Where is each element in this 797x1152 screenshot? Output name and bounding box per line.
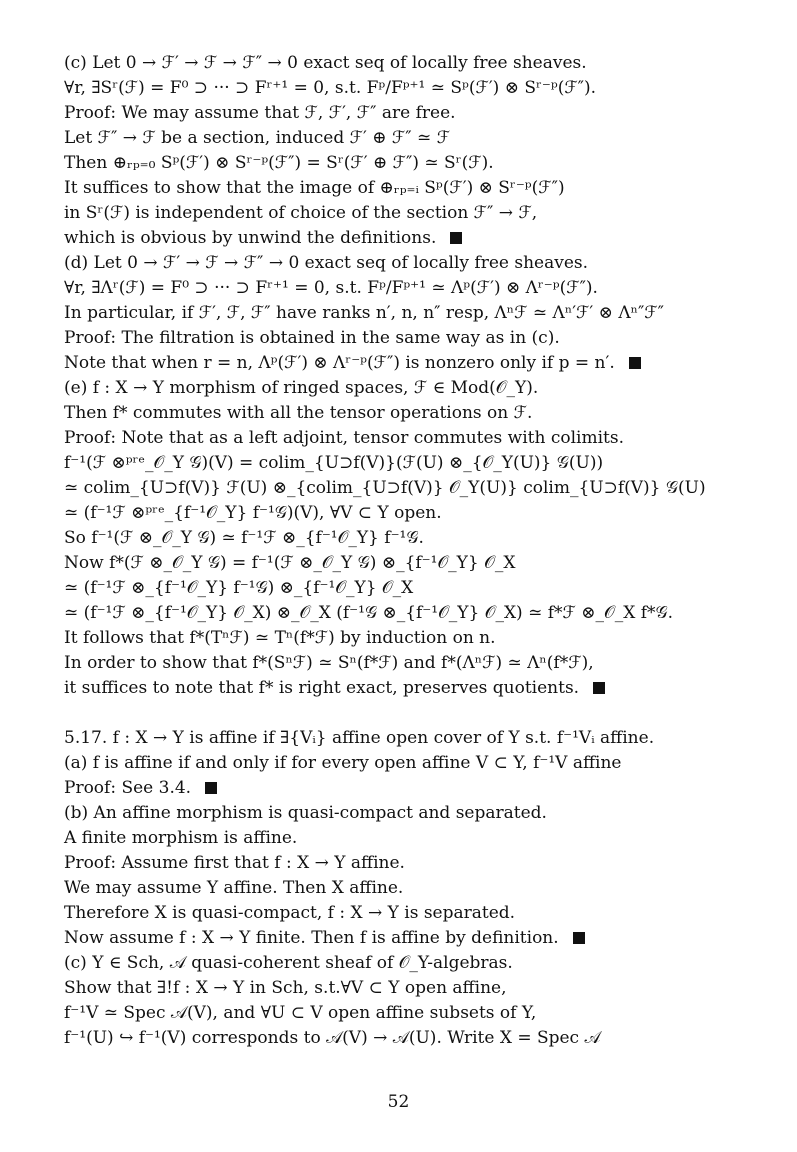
line-text: Now f*(ℱ ⊗_𝒪_Y 𝒢) = f⁻¹(ℱ ⊗_𝒪_Y 𝒢) ⊗_{f⁻¹𝒪_Y} 𝒪_X bbox=[64, 553, 516, 573]
line-text: In order to show that f*(Sⁿℱ) ≃ Sⁿ(f*ℱ) and f*(Λⁿℱ) ≃ Λⁿ(f*ℱ), bbox=[64, 653, 594, 673]
text-line bbox=[64, 178, 565, 198]
line-text: f⁻¹(U) ↪ f⁻¹(V) corresponds to 𝒜(V) → 𝒜(U). Write X = Spec 𝒜 bbox=[64, 1028, 601, 1048]
line-text: which is obvious by unwind the definitions. bbox=[64, 228, 437, 248]
text-line bbox=[64, 678, 605, 698]
line-text: ∀r, ∃Sʳ(ℱ) = F⁰ ⊃ ··· ⊃ Fʳ⁺¹ = 0, s.t. Fᵖ/Fᵖ⁺¹ ≃ Sᵖ(ℱ′) ⊗ Sʳ⁻ᵖ(ℱ″). bbox=[64, 78, 597, 98]
line-text: f⁻¹V ≃ Spec 𝒜(V), and ∀U ⊂ V open affine subsets of Y, bbox=[64, 1003, 537, 1023]
line-text: Proof: The filtration is obtained in the same way as in (c). bbox=[64, 328, 560, 348]
line-text: Let ℱ″ → ℱ be a section, induced ℱ′ ⊕ ℱ″ ≃ ℱ bbox=[64, 128, 451, 148]
text-line bbox=[64, 828, 297, 848]
text-line bbox=[64, 1003, 536, 1023]
line-text: (e) f : X → Y morphism of ringed spaces, ℱ ∈ Mod(𝒪_Y). bbox=[64, 378, 539, 398]
text-line bbox=[64, 653, 594, 673]
line-text: in Sʳ(ℱ) is independent of choice of the section ℱ″ → ℱ, bbox=[64, 203, 538, 223]
line-text: (c) Y ∈ Sch, 𝒜 quasi-coherent sheaf of 𝒪_Y-algebras. bbox=[64, 953, 513, 973]
text-line bbox=[64, 78, 596, 98]
text-line bbox=[64, 803, 547, 823]
line-text: Proof: See 3.4. bbox=[64, 778, 192, 798]
line-text: Proof: Note that as a left adjoint, tensor commutes with colimits. bbox=[64, 428, 625, 448]
text-line bbox=[64, 128, 450, 148]
text-line bbox=[64, 403, 532, 423]
line-text: Now assume f : X → Y finite. Then f is affine by definition. bbox=[64, 928, 559, 948]
qed-square-icon bbox=[205, 782, 217, 794]
text-line bbox=[64, 503, 442, 523]
line-text: ≃ (f⁻¹ℱ ⊗_{f⁻¹𝒪_Y} f⁻¹𝒢) ⊗_{f⁻¹𝒪_Y} 𝒪_X bbox=[64, 578, 414, 598]
text-line bbox=[64, 453, 603, 473]
line-text: it suffices to note that f* is right exact, preserves quotients. bbox=[64, 678, 580, 698]
text-line bbox=[64, 878, 403, 898]
text-line bbox=[64, 303, 664, 323]
line-text: Therefore X is quasi-compact, f : X → Y is separated. bbox=[64, 903, 516, 923]
line-text: 5.17. f : X → Y is affine if ∃{Vᵢ} affine open cover of Y s.t. f⁻¹Vᵢ affine. bbox=[64, 728, 655, 748]
text-line bbox=[64, 978, 506, 998]
text-line bbox=[64, 1028, 601, 1048]
text-line bbox=[64, 778, 217, 798]
text-line bbox=[64, 578, 413, 598]
text-line bbox=[64, 328, 560, 348]
page-number: 52 bbox=[387, 1092, 410, 1112]
line-text: In particular, if ℱ′, ℱ, ℱ″ have ranks n′, n, n″ resp, Λⁿℱ ≃ Λⁿ′ℱ′ ⊗ Λⁿ″ℱ″ bbox=[64, 303, 665, 323]
text-line bbox=[64, 553, 515, 573]
line-text: Proof: We may assume that ℱ, ℱ′, ℱ″ are free. bbox=[64, 103, 456, 123]
text-line bbox=[64, 378, 538, 398]
text-line bbox=[64, 603, 673, 623]
text-line bbox=[64, 253, 588, 273]
text-line bbox=[64, 153, 494, 173]
text-line bbox=[64, 728, 654, 748]
line-text: (b) An affine morphism is quasi-compact and separated. bbox=[64, 803, 547, 823]
qed-square-icon bbox=[593, 682, 605, 694]
line-text: It follows that f*(Tⁿℱ) ≃ Tⁿ(f*ℱ) by induction on n. bbox=[64, 628, 496, 648]
text-line bbox=[64, 528, 424, 548]
line-text: f⁻¹(ℱ ⊗ᵖʳᵉ_𝒪_Y 𝒢)(V) = colim_{U⊃f(V)}(ℱ(U) ⊗_{𝒪_Y(U)} 𝒢(U)) bbox=[64, 453, 604, 473]
text-line bbox=[64, 628, 496, 648]
text-line bbox=[64, 428, 624, 448]
text-line bbox=[64, 928, 585, 948]
line-text: A finite morphism is affine. bbox=[64, 828, 298, 848]
line-text: (a) f is affine if and only if for every open affine V ⊂ Y, f⁻¹V affine bbox=[64, 753, 622, 773]
qed-square-icon bbox=[450, 232, 462, 244]
line-text: (d) Let 0 → ℱ′ → ℱ → ℱ″ → 0 exact seq of locally free sheaves. bbox=[64, 253, 589, 273]
line-text: So f⁻¹(ℱ ⊗_𝒪_Y 𝒢) ≃ f⁻¹ℱ ⊗_{f⁻¹𝒪_Y} f⁻¹𝒢. bbox=[64, 528, 424, 548]
text-line bbox=[64, 353, 641, 373]
line-text: We may assume Y affine. Then X affine. bbox=[64, 878, 404, 898]
text-line bbox=[64, 103, 456, 123]
line-text: ≃ colim_{U⊃f(V)} ℱ(U) ⊗_{colim_{U⊃f(V)} 𝒪_Y(U)} colim_{U⊃f(V)} 𝒢(U) bbox=[64, 478, 706, 498]
line-text: Note that when r = n, Λᵖ(ℱ′) ⊗ Λʳ⁻ᵖ(ℱ″) is nonzero only if p = n′. bbox=[64, 353, 615, 373]
line-text: Then ⊕ᵣₚ₌₀ Sᵖ(ℱ′) ⊗ Sʳ⁻ᵖ(ℱ″) = Sʳ(ℱ′ ⊕ ℱ″) ≃ Sʳ(ℱ). bbox=[64, 153, 494, 173]
line-text: It suffices to show that the image of ⊕ᵣₚ₌ᵢ Sᵖ(ℱ′) ⊗ Sʳ⁻ᵖ(ℱ″) bbox=[64, 178, 565, 198]
line-text: Proof: Assume first that f : X → Y affine. bbox=[64, 853, 405, 873]
line-text: Then f* commutes with all the tensor operations on ℱ. bbox=[64, 403, 533, 423]
text-line bbox=[64, 203, 537, 223]
text-line bbox=[64, 903, 515, 923]
line-text: ∀r, ∃Λʳ(ℱ) = F⁰ ⊃ ··· ⊃ Fʳ⁺¹ = 0, s.t. Fᵖ/Fᵖ⁺¹ ≃ Λᵖ(ℱ′) ⊗ Λʳ⁻ᵖ(ℱ″). bbox=[64, 278, 598, 298]
text-line bbox=[64, 753, 622, 773]
line-text: Show that ∃!f : X → Y in Sch, s.t.∀V ⊂ Y open affine, bbox=[64, 978, 507, 998]
text-line bbox=[64, 953, 513, 973]
line-text: ≃ (f⁻¹ℱ ⊗_{f⁻¹𝒪_Y} 𝒪_X) ⊗_𝒪_X (f⁻¹𝒢 ⊗_{f⁻¹𝒪_Y} 𝒪_X) ≃ f*ℱ ⊗_𝒪_X f*𝒢. bbox=[64, 603, 674, 623]
qed-square-icon bbox=[629, 357, 641, 369]
text-line bbox=[64, 278, 598, 298]
text-line bbox=[64, 853, 405, 873]
line-text: ≃ (f⁻¹ℱ ⊗ᵖʳᵉ_{f⁻¹𝒪_Y} f⁻¹𝒢)(V), ∀V ⊂ Y open. bbox=[64, 503, 442, 523]
text-line bbox=[64, 53, 587, 73]
line-text: (c) Let 0 → ℱ′ → ℱ → ℱ″ → 0 exact seq of locally free sheaves. bbox=[64, 53, 587, 73]
qed-square-icon bbox=[573, 932, 585, 944]
text-line bbox=[64, 228, 462, 248]
text-line bbox=[64, 478, 706, 498]
